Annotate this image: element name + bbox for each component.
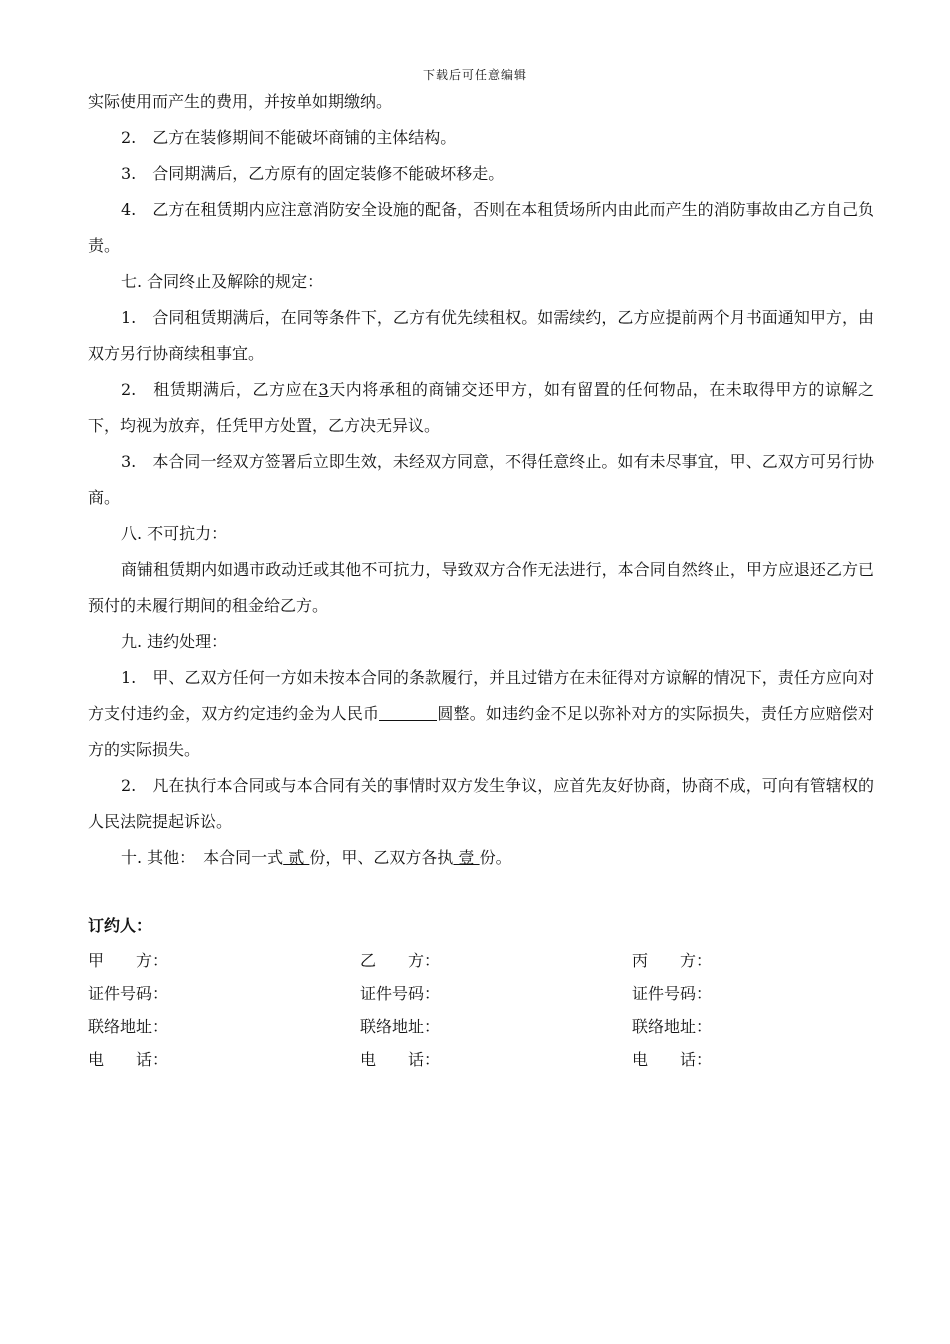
clause-7-1: 1. 合同租赁期满后，在同等条件下，乙方有优先续租权。如需续约，乙方应提前两个月书面通知甲方，由双方另行协商续租事宜。 bbox=[88, 308, 874, 363]
clause-10-middle: 份，甲、乙双方各执 bbox=[309, 848, 454, 867]
clause-6-2: 2. 乙方在装修期间不能破坏商铺的主体结构。 bbox=[121, 128, 457, 147]
force-majeure-text: 商铺租赁期内如遇市政动迁或其他不可抗力，导致双方合作无法进行，本合同自然终止，甲方应退还乙方已预付的未履行期间的租金给乙方。 bbox=[88, 560, 874, 615]
party-a-phone-label: 电 话： bbox=[88, 1050, 169, 1069]
party-b-label: 乙 方： bbox=[360, 951, 441, 970]
clause-7-3: 3. 本合同一经双方签署后立即生效，未经双方同意，不得任意终止。如有未尽事宜，甲、乙双方可另行协商。 bbox=[88, 452, 874, 507]
clause-10-before: 十. 其他： 本合同一式 bbox=[121, 848, 284, 867]
signers-title: 订约人： bbox=[88, 916, 153, 935]
party-b-id-label: 证件号码： bbox=[360, 984, 441, 1003]
section-8-heading: 八. 不可抗力： bbox=[121, 524, 228, 543]
contract-body bbox=[88, 84, 874, 1076]
signature-block bbox=[88, 944, 874, 1076]
party-c-phone-label: 电 话： bbox=[632, 1050, 713, 1069]
penalty-amount-blank[interactable] bbox=[379, 702, 437, 721]
download-note: 下载后可任意编辑 bbox=[422, 68, 527, 82]
clause-9-1-after: 圆整。如违约金不足以弥补对方的实际损失，责任方应赔偿对方的实际损失。 bbox=[88, 704, 874, 759]
clause-6-3: 3. 合同期满后，乙方原有的固定装修不能破坏移走。 bbox=[121, 164, 505, 183]
clause-10 bbox=[88, 840, 874, 876]
spacer bbox=[88, 876, 874, 908]
section-9-heading: 九. 违约处理： bbox=[121, 632, 228, 651]
clause-7-2 bbox=[88, 372, 874, 444]
clause-6-4: 4. 乙方在租赁期内应注意消防安全设施的配备，否则在本租赁场所内由此而产生的消防事故由乙方自己负责。 bbox=[88, 200, 874, 255]
clause-7-2-before: 2. 租赁期满后，乙方应在 bbox=[121, 380, 319, 399]
clause-9-1 bbox=[88, 660, 874, 768]
clause-10-after: 份。 bbox=[479, 848, 512, 867]
party-a-label: 甲 方： bbox=[88, 951, 169, 970]
party-a-address-label: 联络地址： bbox=[88, 1017, 169, 1036]
party-b-phone-label: 电 话： bbox=[360, 1050, 441, 1069]
section-7-heading: 七. 合同终止及解除的规定： bbox=[121, 272, 324, 291]
paragraph-0: 实际使用而产生的费用，并按单如期缴纳。 bbox=[88, 92, 393, 111]
party-c-id-label: 证件号码： bbox=[632, 984, 713, 1003]
party-b-address-label: 联络地址： bbox=[360, 1017, 441, 1036]
party-c-label: 丙 方： bbox=[632, 951, 713, 970]
copies-total: 贰 bbox=[283, 848, 310, 867]
clause-9-2: 2. 凡在执行本合同或与本合同有关的事情时双方发生争议，应首先友好协商，协商不成，可向有管辖权的人民法院提起诉讼。 bbox=[88, 776, 874, 831]
copies-each: 壹 bbox=[453, 848, 480, 867]
clause-7-2-after: 天内将承租的商铺交还甲方，如有留置的任何物品，在未取得甲方的谅解之下，均视为放弃，任凭甲方处置，乙方决无异议。 bbox=[88, 380, 874, 435]
return-days: 3 bbox=[318, 380, 329, 399]
clause-9-1-before: 1. 甲、乙双方任何一方如未按本合同的条款履行，并且过错方在未征得对方谅解的情况下，责任方应向对方支付违约金，双方约定违约金为人民币 bbox=[88, 668, 874, 723]
party-c-address-label: 联络地址： bbox=[632, 1017, 713, 1036]
party-a-id-label: 证件号码： bbox=[88, 984, 169, 1003]
